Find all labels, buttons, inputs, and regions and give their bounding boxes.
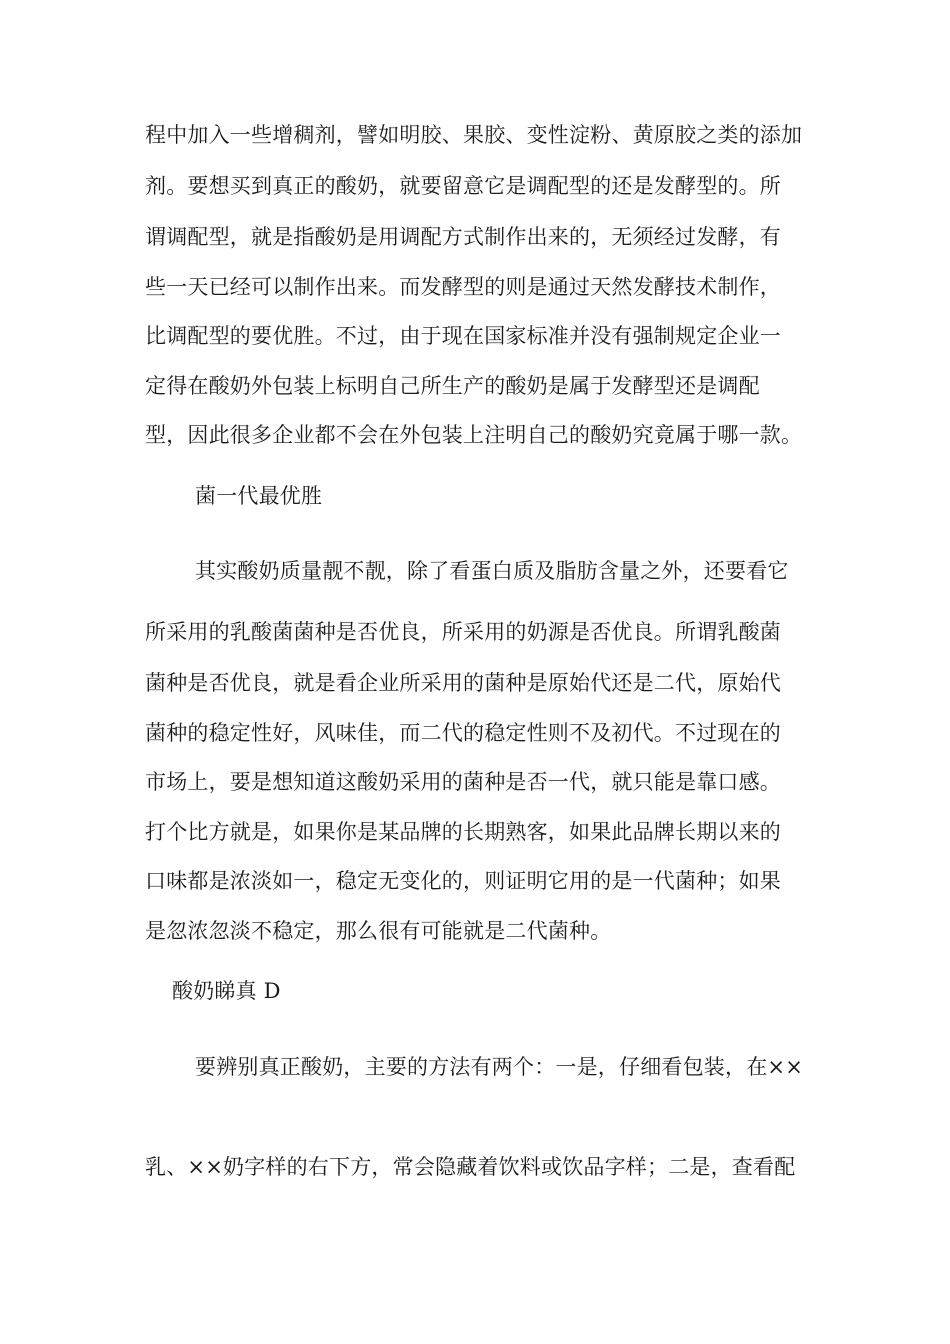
text-line: 是忽浓忽淡不稳定，那么很有可能就是二代菌种。 — [145, 919, 612, 943]
text-line: 菌种的稳定性好，风味佳，而二代的稳定性则不及初代。不过现在的 — [145, 721, 781, 745]
text-line: 菌种是否优良，就是看企业所采用的菌种是原始代还是二代，原始代 — [145, 671, 781, 695]
section-heading: 菌一代最优胜 — [195, 484, 323, 508]
text-line: 谓调配型，就是指酸奶是用调配方式制作出来的，无须经过发酵，有 — [145, 225, 781, 249]
section-heading: 酸奶睇真 D — [172, 979, 281, 1003]
text-line: 些一天已经可以制作出来。而发酵型的则是通过天然发酵技术制作， — [145, 275, 781, 299]
text-line: 口味都是浓淡如一，稳定无变化的，则证明它用的是一代菌种；如果 — [145, 869, 781, 893]
text-line: 定得在酸奶外包装上标明自己所生产的酸奶是属于发酵型还是调配 — [145, 374, 760, 398]
text-line: 比调配型的要优胜。不过，由于现在国家标准并没有强制规定企业一 — [145, 324, 781, 348]
text-line: 打个比方就是，如果你是某品牌的长期熟客，如果此品牌长期以来的 — [145, 820, 781, 844]
text-line: 乳、××奶字样的右下方，常会隐藏着饮料或饮品字样；二是，查看配 — [145, 1155, 796, 1179]
text-line: 要辨别真正酸奶，主要的方法有两个：一是，仔细看包装，在×× — [195, 1055, 803, 1079]
text-line: 其实酸奶质量靓不靓，除了看蛋白质及脂肪含量之外，还要看它 — [195, 559, 789, 583]
text-line: 所采用的乳酸菌菌种是否优良，所采用的奶源是否优良。所谓乳酸菌 — [145, 620, 781, 644]
text-line: 程中加入一些增稠剂，譬如明胶、果胶、变性淀粉、黄原胶之类的添加 — [145, 123, 803, 147]
text-line: 剂。要想买到真正的酸奶，就要留意它是调配型的还是发酵型的。所 — [145, 174, 781, 198]
text-line: 市场上，要是想知道这酸奶采用的菌种是否一代，就只能是靠口感。 — [145, 770, 781, 794]
text-line: 型，因此很多企业都不会在外包装上注明自己的酸奶究竟属于哪一款。 — [145, 423, 803, 447]
